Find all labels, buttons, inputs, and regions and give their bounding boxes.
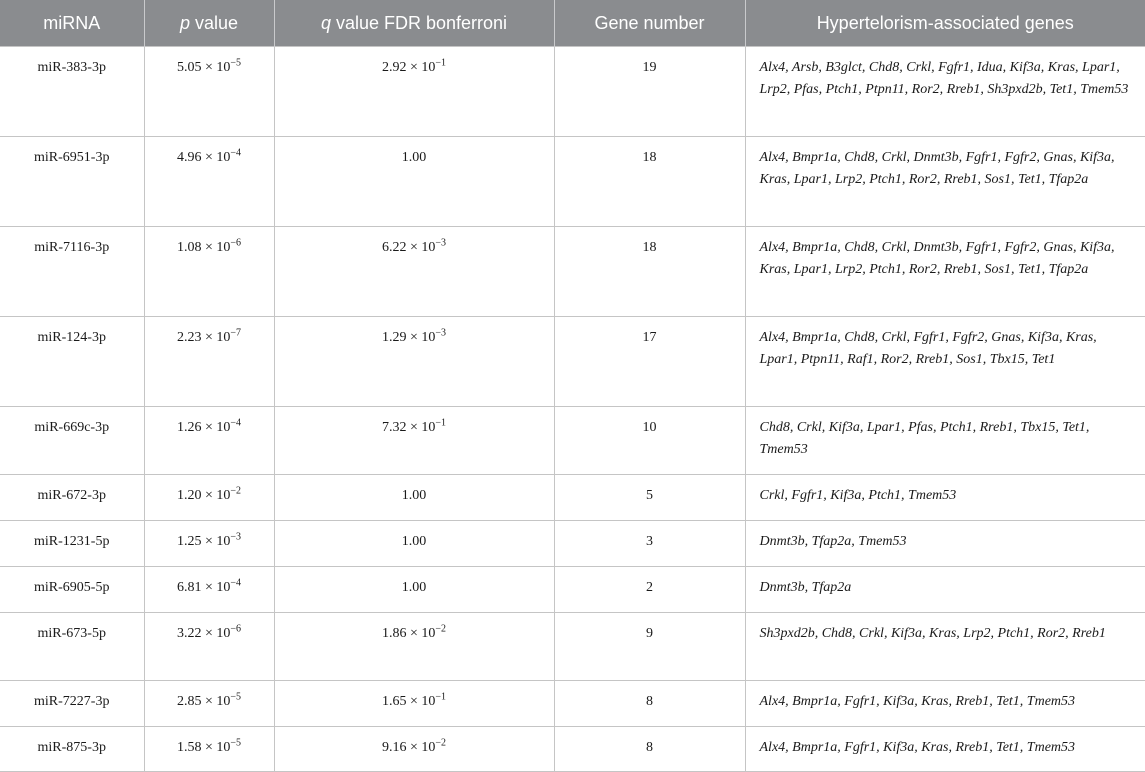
cell-mirna: miR-383-3p	[0, 47, 144, 137]
cell-genes: Dnmt3b, Tfap2a	[745, 567, 1145, 613]
cell-mirna: miR-672-3p	[0, 475, 144, 521]
table-row	[0, 521, 1145, 567]
cell-p-value: $1.08 \times 10^{-6}$	[144, 227, 274, 317]
header-gene-number: Gene number	[554, 0, 745, 47]
cell-gene-number: 2	[554, 567, 745, 613]
cell-gene-number: 8	[554, 681, 745, 727]
cell-p-value: $6.81 \times 10^{-4}$	[144, 567, 274, 613]
cell-genes: Alx4, Bmpr1a, Chd8, Crkl, Fgfr1, Fgfr2, Gnas, Kif3a, Kras, Lpar1, Ptpn11, Raf1, Ror2, Rreb1, Sos1, Tbx15, Tet1	[745, 317, 1145, 407]
p-value-mantissa: 2.85	[176, 694, 202, 709]
cell-p-value: $5.05 \times 10^{-5}$	[144, 47, 274, 137]
table-row	[0, 317, 1145, 407]
cell-p-value: $1.26 \times 10^{-4}$	[144, 407, 274, 475]
q-value-exponent: −1	[435, 691, 447, 703]
q-value-exponent: −3	[435, 237, 447, 249]
q-value-exponent: −3	[435, 327, 447, 339]
cell-mirna: miR-6951-3p	[0, 137, 144, 227]
cell-mirna: miR-875-3p	[0, 727, 144, 772]
cell-p-value: $3.22 \times 10^{-6}$	[144, 613, 274, 681]
p-value-exponent: −4	[230, 147, 242, 159]
q-value-mantissa: 1.65	[381, 694, 407, 709]
cell-genes: Crkl, Fgfr1, Kif3a, Ptch1, Tmem53	[745, 475, 1145, 521]
table-header	[0, 0, 1145, 47]
cell-gene-number: 18	[554, 137, 745, 227]
table-row	[0, 727, 1145, 772]
q-value-mantissa: 1.29	[381, 330, 407, 345]
cell-mirna: miR-6905-5p	[0, 567, 144, 613]
q-value-mantissa: 6.22	[381, 240, 407, 255]
cell-p-value: $1.58 \times 10^{-5}$	[144, 727, 274, 772]
cell-q-value: $1.86 \times 10^{-2}$	[274, 613, 554, 681]
header-mirna: miRNA	[0, 0, 144, 47]
cell-genes: Sh3pxd2b, Chd8, Crkl, Kif3a, Kras, Lrp2, Ptch1, Ror2, Rreb1	[745, 613, 1145, 681]
q-value-text: 1.00	[401, 580, 427, 595]
p-value-mantissa: 1.20	[176, 488, 202, 503]
p-value-mantissa: 1.58	[176, 740, 202, 755]
cell-q-value: $1.65 \times 10^{-1}$	[274, 681, 554, 727]
header-q-text: value FDR bonferroni	[330, 12, 508, 33]
header-genes: Hypertelorism-associated genes	[745, 0, 1145, 47]
p-value-mantissa: 1.25	[176, 534, 202, 549]
cell-q-value	[274, 137, 554, 227]
p-value-mantissa: 5.05	[176, 60, 202, 75]
p-value-exponent: −6	[230, 237, 242, 249]
p-value-mantissa: 1.26	[176, 420, 202, 435]
q-value-mantissa: 7.32	[381, 420, 407, 435]
cell-genes: Chd8, Crkl, Kif3a, Lpar1, Pfas, Ptch1, Rreb1, Tbx15, Tet1, Tmem53	[745, 407, 1145, 475]
p-value-mantissa: 4.96	[176, 150, 202, 165]
table-row	[0, 137, 1145, 227]
q-value-mantissa: 2.92	[381, 60, 407, 75]
q-value-exponent: −1	[435, 57, 447, 69]
header-q-value	[274, 0, 554, 47]
p-value-exponent: −4	[230, 417, 242, 429]
cell-genes: Alx4, Bmpr1a, Fgfr1, Kif3a, Kras, Rreb1, Tet1, Tmem53	[745, 727, 1145, 772]
cell-mirna: miR-1231-5p	[0, 521, 144, 567]
cell-mirna: miR-7116-3p	[0, 227, 144, 317]
cell-q-value: $1.29 \times 10^{-3}$	[274, 317, 554, 407]
cell-q-value	[274, 567, 554, 613]
cell-p-value: $2.85 \times 10^{-5}$	[144, 681, 274, 727]
cell-p-value: $1.20 \times 10^{-2}$	[144, 475, 274, 521]
q-value-mantissa: 9.16	[381, 740, 407, 755]
p-value-exponent: −2	[230, 485, 242, 497]
p-value-exponent: −3	[230, 531, 242, 543]
cell-q-value: $6.22 \times 10^{-3}$	[274, 227, 554, 317]
cell-genes: Alx4, Bmpr1a, Fgfr1, Kif3a, Kras, Rreb1, Tet1, Tmem53	[745, 681, 1145, 727]
cell-genes: Dnmt3b, Tfap2a, Tmem53	[745, 521, 1145, 567]
cell-genes: Alx4, Bmpr1a, Chd8, Crkl, Dnmt3b, Fgfr1, Fgfr2, Gnas, Kif3a, Kras, Lpar1, Lrp2, Ptch1, Ror2, Rreb1, Sos1, Tet1, Tfap2a	[745, 137, 1145, 227]
cell-gene-number: 10	[554, 407, 745, 475]
q-value-exponent: −2	[435, 623, 447, 635]
header-p-symbol: p	[179, 12, 190, 33]
cell-p-value: $4.96 \times 10^{-4}$	[144, 137, 274, 227]
cell-gene-number: 9	[554, 613, 745, 681]
q-value-text: 1.00	[401, 150, 427, 165]
table-row	[0, 407, 1145, 475]
table-body	[0, 47, 1145, 772]
cell-q-value	[274, 475, 554, 521]
cell-gene-number: 5	[554, 475, 745, 521]
cell-mirna: miR-124-3p	[0, 317, 144, 407]
p-value-exponent: −5	[230, 691, 242, 703]
cell-gene-number: 8	[554, 727, 745, 772]
header-p-value	[144, 0, 274, 47]
table-row	[0, 475, 1145, 521]
p-value-exponent: −4	[230, 577, 242, 589]
cell-q-value	[274, 521, 554, 567]
p-value-exponent: −5	[230, 57, 242, 69]
header-q-symbol: q	[320, 12, 331, 33]
q-value-exponent: −1	[435, 417, 447, 429]
p-value-exponent: −7	[230, 327, 242, 339]
table-row	[0, 681, 1145, 727]
cell-p-value: $2.23 \times 10^{-7}$	[144, 317, 274, 407]
table-row	[0, 227, 1145, 317]
q-value-text: 1.00	[401, 534, 427, 549]
cell-genes: Alx4, Bmpr1a, Chd8, Crkl, Dnmt3b, Fgfr1, Fgfr2, Gnas, Kif3a, Kras, Lpar1, Lrp2, Ptch1, Ror2, Rreb1, Sos1, Tet1, Tfap2a	[745, 227, 1145, 317]
table-row	[0, 47, 1145, 137]
cell-q-value: $2.92 \times 10^{-1}$	[274, 47, 554, 137]
table-row	[0, 567, 1145, 613]
cell-gene-number: 18	[554, 227, 745, 317]
cell-gene-number: 17	[554, 317, 745, 407]
q-value-exponent: −2	[435, 737, 447, 749]
p-value-exponent: −5	[230, 737, 242, 749]
cell-q-value: $7.32 \times 10^{-1}$	[274, 407, 554, 475]
q-value-mantissa: 1.86	[381, 626, 407, 641]
table-row	[0, 613, 1145, 681]
cell-q-value: $9.16 \times 10^{-2}$	[274, 727, 554, 772]
p-value-mantissa: 6.81	[176, 580, 202, 595]
cell-mirna: miR-7227-3p	[0, 681, 144, 727]
cell-genes: Alx4, Arsb, B3glct, Chd8, Crkl, Fgfr1, Idua, Kif3a, Kras, Lpar1, Lrp2, Pfas, Ptch1, Ptpn11, Ror2, Rreb1, Sh3pxd2b, Tet1, Tmem53	[745, 47, 1145, 137]
p-value-mantissa: 1.08	[176, 240, 202, 255]
cell-mirna: miR-673-5p	[0, 613, 144, 681]
cell-gene-number: 19	[554, 47, 745, 137]
header-row	[0, 0, 1145, 47]
p-value-exponent: −6	[230, 623, 242, 635]
header-p-text: value	[189, 12, 239, 33]
p-value-mantissa: 2.23	[176, 330, 202, 345]
q-value-text: 1.00	[401, 488, 427, 503]
cell-gene-number: 3	[554, 521, 745, 567]
cell-mirna: miR-669c-3p	[0, 407, 144, 475]
cell-p-value: $1.25 \times 10^{-3}$	[144, 521, 274, 567]
p-value-mantissa: 3.22	[176, 626, 202, 641]
